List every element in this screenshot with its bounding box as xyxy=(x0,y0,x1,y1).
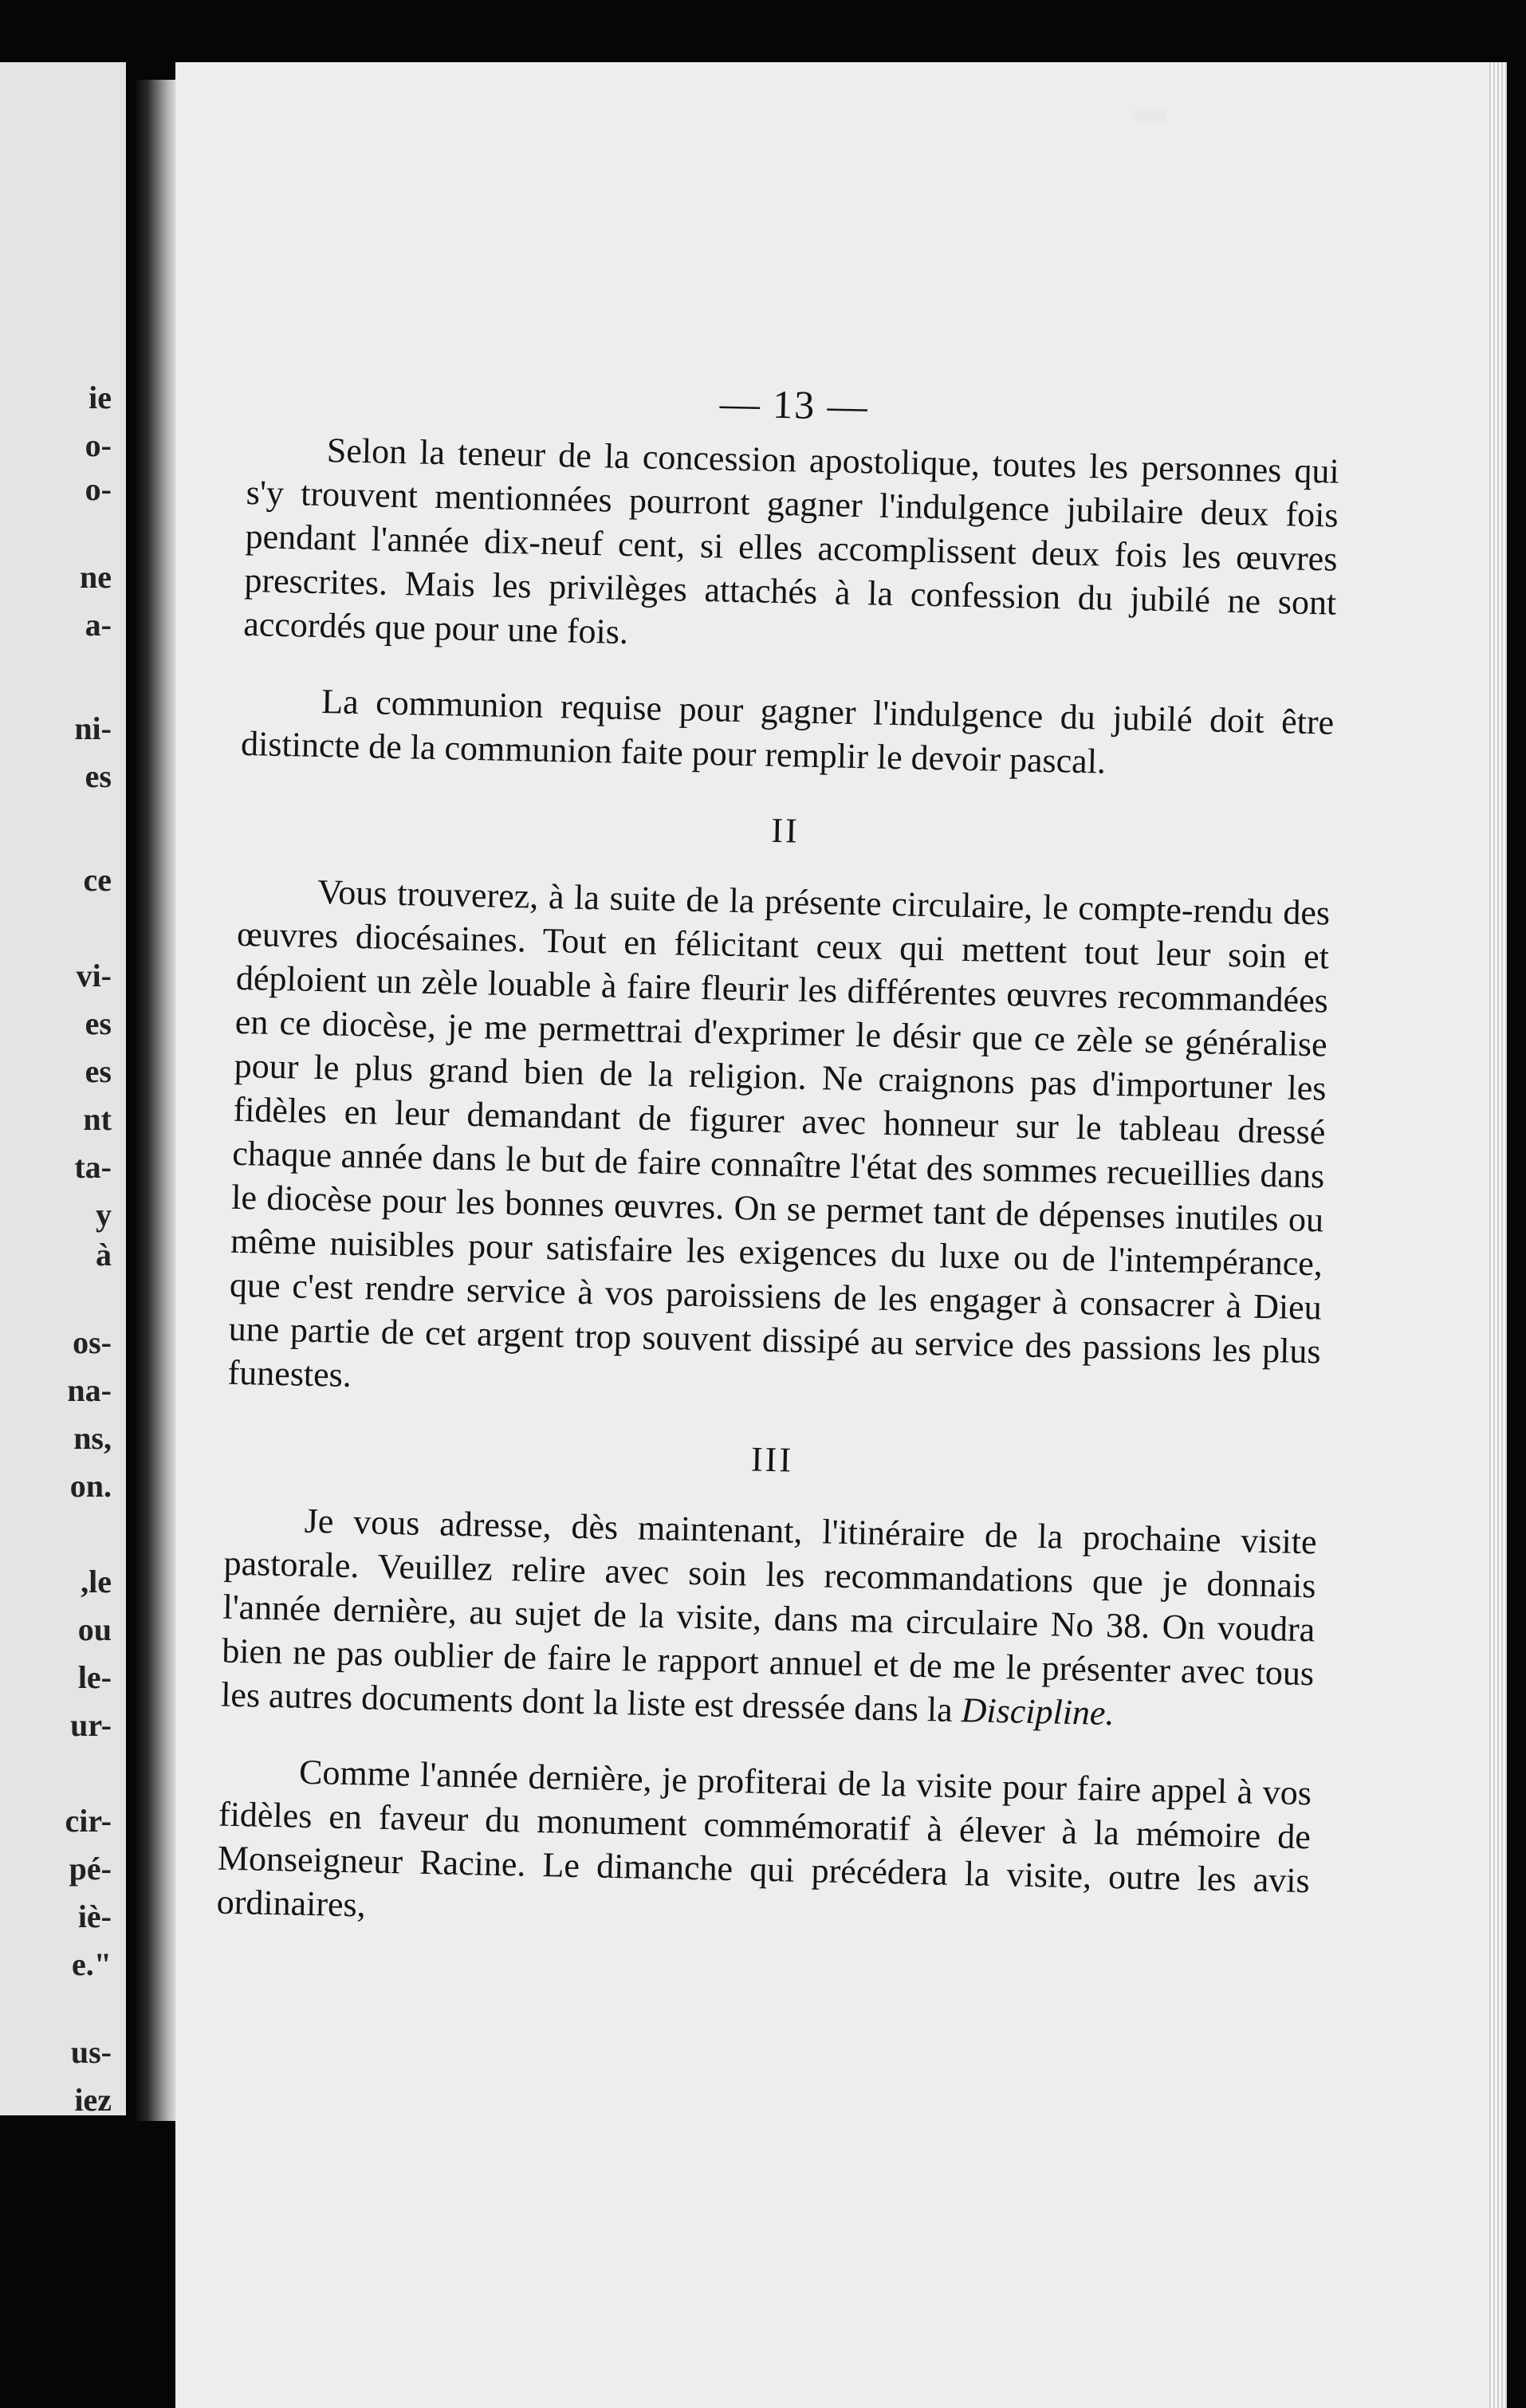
facing-page-fragment: ce xyxy=(83,862,112,898)
page-number: — 13 — xyxy=(719,380,870,429)
facing-page-fragment: ie xyxy=(88,380,112,415)
facing-page-fragment: o- xyxy=(85,427,112,463)
facing-page-fragment: o- xyxy=(85,471,112,507)
facing-page xyxy=(0,62,126,2118)
facing-page-fragment: os- xyxy=(73,1324,112,1360)
facing-page-fragment: es xyxy=(85,758,112,794)
page-content xyxy=(215,372,1340,1978)
paragraph-jubilee: Selon la teneur de la concession apostolique, toutes les personnes qui s'y trouvent mentionnées pourront gagner l'indulgence jubilaire deux fois pendant l'année dix-neuf cent, si elles accomplissent deux fois les œuvres prescrites. Mais les privilèges attachés à la confession du jubilé ne sont accordés que pour une fois. xyxy=(242,431,1340,652)
facing-page-fragment: us- xyxy=(70,2034,112,2070)
facing-page-fragment: le- xyxy=(77,1659,112,1695)
facing-page-fragment: ns, xyxy=(73,1420,112,1456)
facing-page-fragment: ta- xyxy=(74,1149,112,1185)
paragraph-monument: Comme l'année dernière, je profiterai de la visite pour faire appel à vos fidèles en faveur du monument commémoratif à élever à la mémoire de Monseigneur Racine. Le dimanche qui précédera la visite, outre les avis ordinaires, xyxy=(216,1752,1312,1925)
section-heading-iii: III xyxy=(750,1439,794,1480)
facing-page-fragment: à xyxy=(96,1237,112,1273)
facing-page-fragment: ,le xyxy=(81,1564,112,1599)
facing-page-fragment: ou xyxy=(77,1611,112,1647)
facing-page-fragment: ni- xyxy=(74,710,112,746)
facing-page-fragment: iez xyxy=(74,2082,112,2118)
book-spine xyxy=(136,80,175,2121)
facing-page-fragment: es xyxy=(85,1005,112,1041)
facing-page-fragment: pé- xyxy=(69,1851,112,1887)
facing-page-fragment: ur- xyxy=(70,1707,112,1743)
facing-page-fragment: e." xyxy=(72,1946,112,1982)
paragraph-visit-text: Je vous adresse, dès maintenant, l'itinéraire de la prochaine visite pastorale. Veuillez relire avec soin les recommandations que je donnais l'année dernière, au sujet de la visite, dans ma circulaire No 38. On voudra bien ne pas oublier de faire le rapport annuel et de me le présenter avec tous les autres documents dont la liste est dressée dans la xyxy=(220,1501,1318,1729)
facing-page-fragment: a- xyxy=(85,607,112,643)
discipline-title: Discipline. xyxy=(961,1690,1115,1733)
section-heading-ii: II xyxy=(770,810,800,851)
book-page xyxy=(175,62,1507,2408)
facing-page-fragment: nt xyxy=(83,1101,112,1137)
facing-page-fragment: iè- xyxy=(77,1898,112,1934)
facing-page-fragment: es xyxy=(85,1053,112,1089)
facing-page-fragment: on. xyxy=(69,1468,112,1504)
facing-page-fragment: cir- xyxy=(65,1803,112,1839)
page-edge xyxy=(1489,62,1507,2408)
page-smudge xyxy=(1132,108,1167,123)
paragraph-works: Vous trouverez, à la suite de la présente circulaire, le compte-rendu des œuvres diocésaines. Tout en félicitant ceux qui mettent tout leur soin et déploient un zèle louable à faire fleurir les différentes œuvres recommandées en ce diocèse, je me permettrai d'exprimer le désir que ce zèle se généralise pour le plus grand bien de la religion. Ne craignons pas d'importuner les fidèles en leur demandant de figurer avec honneur sur le tableau dressé chaque année dans le but de faire connaître l'état des sommes recueillies dans le diocèse pour les bonnes œuvres. On se permet tant de dépenses inutiles ou même nuisibles pour satisfaire les exigences du luxe ou de l'intempérance, que c'est rendre service à vos paroissiens de les engager à consacrer à Dieu une partie de cet argent trop souvent dissipé au service des passions les plus funestes. xyxy=(227,872,1331,1395)
facing-page-fragment: na- xyxy=(67,1372,112,1408)
facing-page-fragment: y xyxy=(96,1197,112,1233)
facing-page-text xyxy=(0,62,126,2118)
facing-page-fragment: ne xyxy=(80,559,112,595)
paragraph-visit xyxy=(221,1497,1317,1740)
facing-page-fragment: vi- xyxy=(76,958,112,993)
paragraph-communion: La communion requise pour gagner l'indulgence du jubilé doit être distincte de la communion faite pour remplir le devoir pascal. xyxy=(240,682,1335,781)
